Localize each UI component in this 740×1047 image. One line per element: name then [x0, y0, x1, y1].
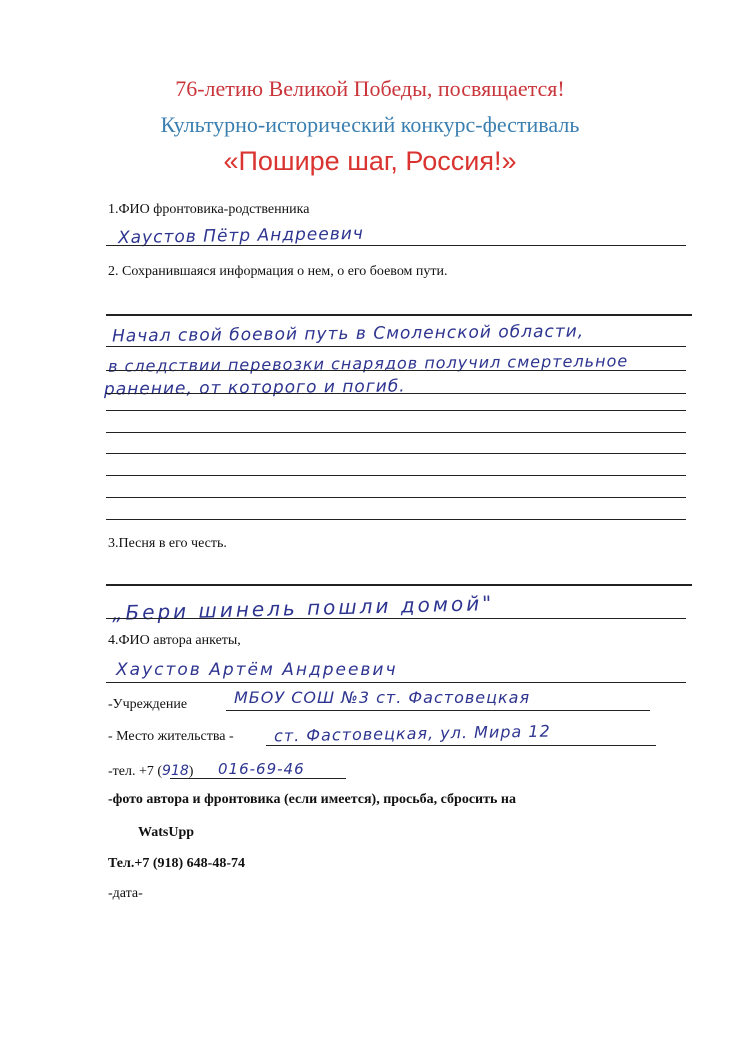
- veteran-name-value: Хаустов Пётр Андреевич: [117, 223, 365, 249]
- residence-value: ст. Фастовецкая, ул. Мира 12: [273, 721, 551, 746]
- song-value: „Бери шинель пошли домой": [111, 590, 495, 626]
- combat-info-handwritten-1: Начал свой боевой путь в Смоленской области,: [111, 321, 585, 347]
- header-dedication: 76-летию Великой Победы, посвящается!: [175, 76, 565, 101]
- combat-info-line-5: [106, 432, 686, 433]
- contact-phone: Тел.+7 (918) 648-48-74: [108, 856, 245, 871]
- header-contest-name: Культурно-исторический конкурс-фестиваль: [160, 112, 580, 137]
- phone-close: ): [188, 764, 194, 779]
- song-line-0: [106, 584, 692, 586]
- combat-info-line-8: [106, 497, 686, 498]
- institution-underline: [226, 710, 650, 711]
- photo-request-text: -фото автора и фронтовика (если имеется), просьба, сбросить на: [108, 792, 516, 807]
- combat-info-line-3: [106, 393, 686, 394]
- combat-info-line-7: [106, 475, 686, 476]
- institution-value: МБОУ СОШ №3 ст. Фастовецкая: [234, 688, 531, 707]
- combat-info-handwritten-2: в следствии перевозки снарядов получил смертельное: [107, 351, 629, 376]
- header-festival-title: «Пошире шаг, Россия!»: [223, 146, 517, 176]
- combat-info-label: 2. Сохранившаяся информация о нем, о его боевом пути.: [108, 264, 448, 279]
- veteran-name-underline: [106, 245, 686, 246]
- combat-info-handwritten-3: ранение, от которого и погиб.: [103, 376, 406, 400]
- author-name-underline: [106, 682, 686, 683]
- combat-info-line-1: [106, 346, 686, 347]
- date-label: -дата-: [108, 886, 143, 901]
- song-label: 3.Песня в его честь.: [108, 536, 227, 551]
- author-name-value: Хаустов Артём Андреевич: [116, 660, 398, 680]
- combat-info-line-9: [106, 519, 686, 520]
- phone-code: 918: [162, 763, 189, 779]
- institution-label: -Учреждение: [108, 697, 188, 712]
- messenger-text: WatsUpp: [138, 825, 195, 840]
- veteran-name-label: 1.ФИО фронтовика-родственника: [108, 202, 310, 217]
- combat-info-line-4: [106, 410, 686, 411]
- combat-info-line-0: [106, 314, 692, 316]
- residence-label: - Место жительства -: [108, 729, 234, 744]
- combat-info-line-2: [106, 370, 686, 371]
- phone-number: 016-69-46: [218, 760, 305, 778]
- residence-underline: [266, 745, 656, 746]
- phone-underline: [170, 778, 346, 779]
- author-name-label: 4.ФИО автора анкеты,: [108, 633, 241, 648]
- combat-info-line-6: [106, 453, 686, 454]
- song-line-1: [106, 618, 686, 619]
- phone-prefix: -тел. +7 (: [108, 764, 163, 779]
